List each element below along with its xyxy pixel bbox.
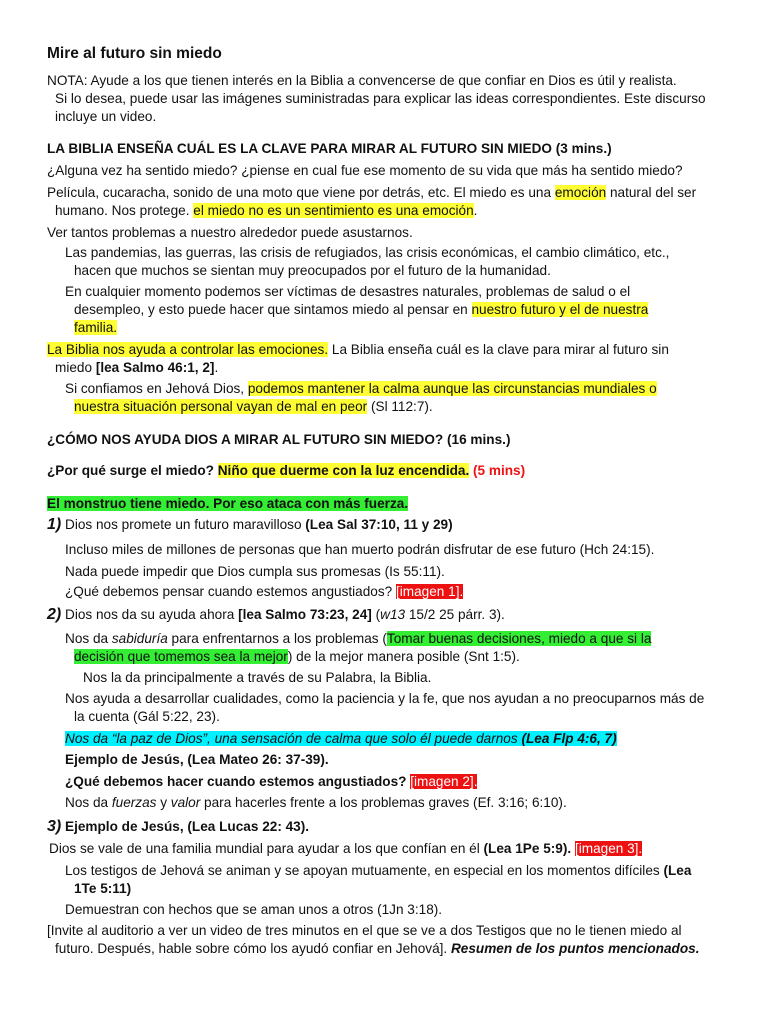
highlight-nuestro-futuro: nuestro futuro y el de nuestra <box>471 302 649 317</box>
note-line-1: NOTA: Ayude a los que tienen interés en la Biblia a convencerse de que confiar en Dios es útil y realista. <box>47 73 677 88</box>
paragraph-trust-cont: nuestra situación personal vayan de mal en peor (Sl 112:7). <box>74 399 433 414</box>
point-2-sub-6: ¿Qué debemos hacer cuando estemos angustiados? [imagen 2]. <box>65 774 478 789</box>
paragraph-emotion: Película, cucaracha, sonido de una moto que viene por detrás, etc. El miedo es una emoción natural del ser <box>47 185 697 200</box>
note-line-3: incluye un video. <box>55 109 157 124</box>
point-2-sub-5: Ejemplo de Jesús, (Lea Mateo 26: 37-39). <box>65 752 329 767</box>
point-3-sub-1: Dios se vale de una familia mundial para ayudar a los que confían en él (Lea 1Pe 5:9). [imagen 3]. <box>49 841 643 856</box>
highlight-emocion: emoción <box>554 185 607 200</box>
point-2-number: 2) <box>47 606 62 623</box>
question-fear: ¿Alguna vez ha sentido miedo? ¿piense en cual fue ese momento de su vida que más ha sentido miedo? <box>47 163 683 178</box>
point-1-sub-1: Incluso miles de millones de personas que han muerto podrán disfrutar de ese futuro (Hch 24:15). <box>65 542 655 557</box>
paragraph-bible-helps-cont: miedo [lea Salmo 46:1, 2]. <box>55 360 219 375</box>
scripture-ref-1pe-5: (Lea 1Pe 5:9). <box>483 841 572 856</box>
scripture-ref-salmo-46: [lea Salmo 46:1, 2] <box>95 360 215 375</box>
point-1-number: 1) <box>47 516 62 533</box>
highlight-decision-mejor: decisión que tomemos sea la mejor <box>74 649 288 664</box>
section-2-heading: ¿CÓMO NOS AYUDA DIOS A MIRAR AL FUTURO SIN MIEDO? (16 mins.) <box>47 432 511 447</box>
question-why-fear: ¿Por qué surge el miedo? Niño que duerme con la luz encendida. (5 mins) <box>47 463 526 478</box>
point-3-sub-2: Los testigos de Jehová se animan y se apoyan mutuamente, en especial en los momentos difíciles (Lea <box>65 863 692 878</box>
point-3-number: 3) <box>47 818 62 835</box>
scripture-ref-flp-4: (Lea Flp 4:6, 7) <box>521 731 617 746</box>
final-instruction: [Invite al auditorio a ver un video de tres minutos en el que se ve a dos Testigos que no le tienen miedo al <box>47 923 682 938</box>
point-2-sub-1: Nos da sabiduría para enfrentarnos a los problemas (Tomar buenas decisiones, miedo a que si la <box>65 631 652 646</box>
summary-note: Resumen de los puntos mencionados. <box>450 941 700 956</box>
scripture-ref-sal-37: (Lea Sal 37:10, 11 y 29) <box>305 517 453 532</box>
highlight-miedo-emocion: el miedo no es un sentimiento es una emoción <box>193 203 474 218</box>
point-2-heading: 2) Dios nos da su ayuda ahora [lea Salmo 73:23, 24] (w13 15/2 25 párr. 3). <box>47 606 505 623</box>
highlight-paz-de-dios: Nos da “la paz de Dios”, una sensación de calma que solo él puede darnos (Lea Flp 4:6, 7) <box>65 731 617 746</box>
paragraph-disasters-cont: desempleo, y esto puede hacer que sintamos miedo al pensar en nuestro futuro y el de nuestra <box>74 302 649 317</box>
paragraph-disasters-end <box>74 319 117 337</box>
image-1-tag: [imagen 1]. <box>396 584 464 599</box>
paragraph-emotion-cont: humano. Nos protege. el miedo no es un sentimiento es una emoción. <box>55 203 478 218</box>
note-line-2: Si lo desea, puede usar las imágenes suministradas para explicar las ideas correspondientes. Este discurso <box>55 91 706 106</box>
highlight-nino-luz: Niño que duerme con la luz encendida. <box>217 463 470 478</box>
point-3-sub-3: Demuestran con hechos que se aman unos a otros (1Jn 3:18). <box>65 902 443 917</box>
final-instruction-cont: futuro. Después, hable sobre cómo los ayudó confiar en Jehová]. Resumen de los puntos mencionados. <box>55 941 700 956</box>
scripture-ref-salmo-73: [lea Salmo 73:23, 24] <box>238 607 372 622</box>
point-2-sub-3: Nos ayuda a desarrollar cualidades, como la paciencia y la fe, que nos ayudan a no preocuparnos más de <box>65 691 705 706</box>
monster-line <box>47 495 408 513</box>
highlight-biblia-ayuda: La Biblia nos ayuda a controlar las emociones. <box>47 342 329 357</box>
highlight-familia: familia. <box>74 320 118 335</box>
paragraph-pandemics: Las pandemias, las guerras, las crisis de refugiados, las crisis económicas, el cambio climático, etc., <box>65 245 670 260</box>
point-2-sub-2: Nos la da principalmente a través de su Palabra, la Biblia. <box>83 670 432 685</box>
point-1-sub-3: ¿Qué debemos pensar cuando estemos angustiados? [imagen 1]. <box>65 584 464 599</box>
page-title: Mire al futuro sin miedo <box>47 45 222 62</box>
image-3-tag: [imagen 3]. <box>574 841 643 856</box>
highlight-monstruo: El monstruo tiene miedo. Por eso ataca con más fuerza. <box>47 496 409 511</box>
point-2-sub-4 <box>65 730 617 748</box>
paragraph-disasters: En cualquier momento podemos ser víctimas de desastres naturales, problemas de salud o el <box>65 284 631 299</box>
time-badge: (5 mins) <box>469 463 526 478</box>
image-2-tag: [imagen 2]. <box>410 774 478 789</box>
point-2-sub-7: Nos da fuerzas y valor para hacerles frente a los problemas graves (Ef. 3:16; 6:10). <box>65 795 567 810</box>
paragraph-trust: Si confiamos en Jehová Dios, podemos mantener la calma aunque las circunstancias mundiales o <box>65 381 657 396</box>
point-3-sub-2-cont: 1Te 5:11) <box>74 881 132 896</box>
highlight-situacion-personal: nuestra situación personal vayan de mal en peor <box>74 399 368 414</box>
point-1-sub-2: Nada puede impedir que Dios cumpla sus promesas (Is 55:11). <box>65 564 445 579</box>
paragraph-pandemics-cont: hacen que muchos se sientan muy preocupados por el futuro de la humanidad. <box>74 263 551 278</box>
point-3-heading: 3) Ejemplo de Jesús, (Lea Lucas 22: 43). <box>47 818 310 835</box>
paragraph-bible-helps: La Biblia nos ayuda a controlar las emociones. La Biblia enseña cuál es la clave para mirar al futuro sin <box>47 342 669 357</box>
point-2-sub-1-cont: decisión que tomemos sea la mejor) de la mejor manera posible (Snt 1:5). <box>74 649 520 664</box>
section-1-heading: LA BIBLIA ENSEÑA CUÁL ES LA CLAVE PARA MIRAR AL FUTURO SIN MIEDO (3 mins.) <box>47 141 612 156</box>
paragraph-problems: Ver tantos problemas a nuestro alrededor puede asustarnos. <box>47 225 413 240</box>
point-2-sub-3-cont: la cuenta (Gál 5:22, 23). <box>74 709 220 724</box>
highlight-buenas-decisiones: Tomar buenas decisiones, miedo a que si la <box>386 631 652 646</box>
highlight-mantener-calma: podemos mantener la calma aunque las circunstancias mundiales o <box>247 381 657 396</box>
point-1-heading: 1) Dios nos promete un futuro maravilloso (Lea Sal 37:10, 11 y 29) <box>47 516 453 533</box>
